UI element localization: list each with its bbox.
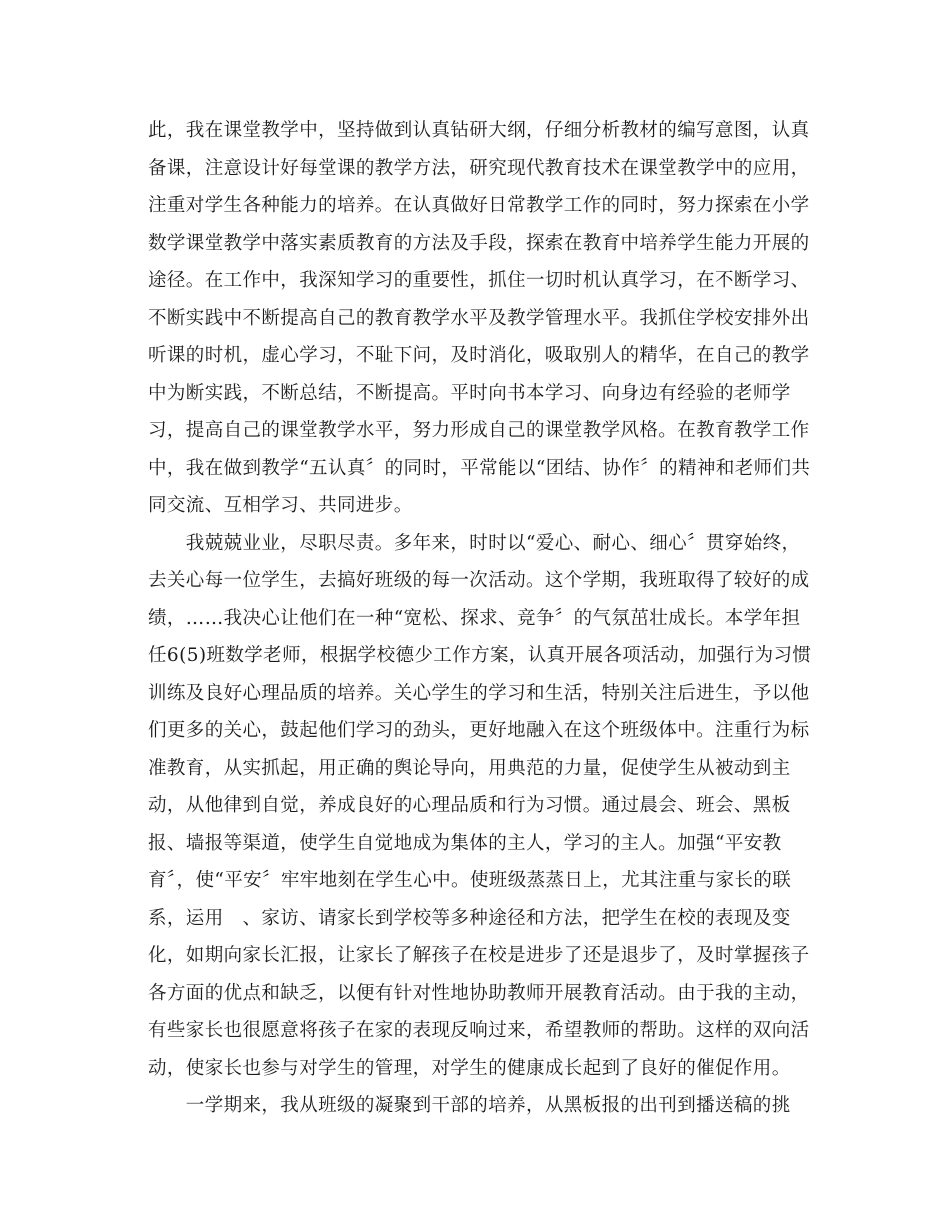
text-line: 我兢兢业业，尽职尽责。多年来，时时以“爱心、耐心、细心〞贯穿始终， [148,532,801,554]
text-line: 育〞，使“平安〞牢牢地刻在学生心中。使班级蒸蒸日上，尤其注重与家长的联 [148,870,792,891]
text-line: 各方面的优点和缺乏，以便有针对性地协助教师开展教育活动。由于我的主动， [148,982,810,1004]
text-line: 动，从他律到自觉，养成良好的心理品质和行为习惯。通过晨会、班会、黑板 [148,795,791,816]
text-line: 听课的时机，虚心学习，不耻下问，及时消化，吸取别人的精华，在自己的教学 [148,345,810,366]
text-line: 习，提高自己的课堂教学水平，努力形成自己的课堂教学风格。在教育教学工作 [148,420,810,441]
text-line: 中为断实践，不断总结，不断提高。平时向书本学习、向身边有经验的老师学 [148,382,791,404]
text-line: 注重对学生各种能力的培养。在认真做好日常教学工作的同时，努力探索在小学 [148,195,810,216]
text-line: 一学期来，我从班级的凝聚到干部的培养，从黑板报的出刊到播送稿的挑 [148,1095,791,1116]
text-line: 途径。在工作中，我深知学习的重要性，抓住一切时机认真学习，在不断学习、 [148,270,810,291]
text-line: 有些家长也很愿意将孩子在家的表现反响过来，希望教师的帮助。这样的双向活 [148,1020,810,1041]
text-line: 准教育，从实抓起，用正确的舆论导向，用典范的力量，促使学生从被动到主 [148,757,791,779]
text-line: 数学课堂教学中落实素质教育的方法及手段，探索在教育中培养学生能力开展的 [148,232,810,254]
text-line: 备课，注意设计好每堂课的教学方法，研究现代教育技术在课堂教学中的应用， [148,157,810,179]
text-line: 任6(5)班数学老师，根据学校德少工作方案，认真开展各项活动，加强行为习惯 [148,645,812,666]
text-line: 绩，……我决心让他们在一种“宽松、探求、竞争〞的气氛茁壮成长。本学年担 [148,607,801,629]
text-line: 动，使家长也参与对学生的管理，对学生的健康成长起到了良好的催促作用。 [148,1057,791,1079]
text-line: 化，如期向家长汇报，让家长了解孩子在校是进步了还是退步了，及时掌握孩子 [148,945,810,966]
text-line: 系，运用 、家访、请家长到学校等多种途径和方法，把学生在校的表现及变 [148,907,791,929]
text-line: 不断实践中不断提高自己的教育教学水平及教学管理水平。我抓住学校安排外出 [148,307,810,329]
text-line: 此，我在课堂教学中，坚持做到认真钻研大纲，仔细分析教材的编写意图，认真 [148,120,810,141]
text-line: 报、墙报等渠道，使学生自觉地成为集体的主人，学习的主人。加强“平安教 [148,832,782,854]
text-line: 去关心每一位学生，去搞好班级的每一次活动。这个学期，我班取得了较好的成 [148,570,810,591]
body-text [148,112,812,1125]
text-line: 们更多的关心，鼓起他们学习的劲头，更好地融入在这个班级体中。注重行为标 [148,720,810,741]
text-line: 训练及良好心理品质的培养。关心学生的学习和生活，特别关注后进生，予以他 [148,682,810,704]
text-line: 同交流、互相学习、共同进步。 [148,495,413,516]
text-line: 中，我在做到教学“五认真〞的同时，平常能以“团结、协作〞的精神和老师们共 [148,457,811,479]
